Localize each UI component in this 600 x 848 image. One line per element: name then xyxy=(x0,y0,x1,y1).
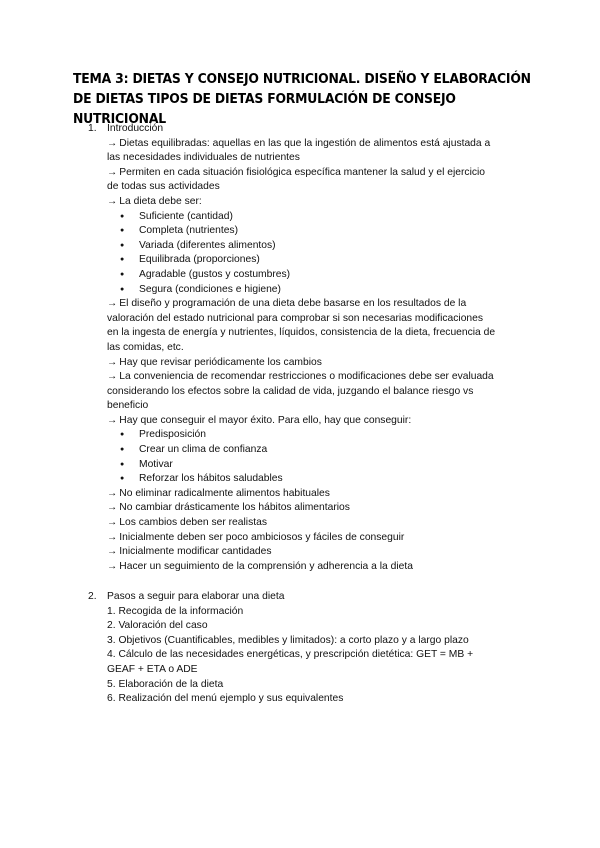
list-item: ● Predisposición xyxy=(115,428,527,443)
success-factors-list xyxy=(107,428,527,486)
paragraph-line: → Hacer un seguimiento de la comprensión y adherencia a la dieta xyxy=(107,560,413,572)
paragraph-line: considerando los efectos sobre la calidad de vida, juzgando el balance riesgo vs xyxy=(107,385,474,397)
list-item: ● Reforzar los hábitos saludables xyxy=(115,472,527,487)
paragraph-line: → No cambiar drásticamente los hábitos alimentarios xyxy=(107,502,350,514)
paragraph-line: → La dieta debe ser: xyxy=(107,195,202,207)
arrow-icon: → xyxy=(107,487,118,499)
step-item: 4. Cálculo de las necesidades energéticas, y prescripción dietética: GET = MB + xyxy=(107,649,474,661)
arrow-icon: → xyxy=(107,531,118,543)
paragraph-line: valoración del estado nutricional para comprobar si son necesarias modificaciones xyxy=(107,312,484,324)
list-item: ● Completa (nutrientes) xyxy=(115,224,527,239)
arrow-icon: → xyxy=(107,560,118,572)
diet-requirements-list xyxy=(107,210,527,298)
list-item: ● Crear un clima de confianza xyxy=(115,443,527,458)
arrow-icon: → xyxy=(107,502,118,514)
arrow-icon: → xyxy=(107,298,118,310)
list-item: ● Segura (condiciones e higiene) xyxy=(115,283,527,298)
list-item: ● Equilibrada (proporciones) xyxy=(115,253,527,268)
paragraph-line: de todas sus actividades xyxy=(107,181,220,193)
step-item: 5. Elaboración de la dieta xyxy=(107,678,224,690)
paragraph-line: → Dietas equilibradas: aquellas en las que la ingestión de alimentos está ajustada a xyxy=(107,137,491,149)
list-item: ● Motivar xyxy=(115,458,527,473)
paragraph-line: → Hay que conseguir el mayor éxito. Para ello, hay que conseguir: xyxy=(107,414,412,426)
step-item: GEAF + ETA o ADE xyxy=(107,663,198,675)
arrow-icon: → xyxy=(107,517,118,529)
paragraph-line: en la ingesta de energía y nutrientes, líquidos, consistencia de la dieta, frecuencia de xyxy=(107,327,496,339)
step-item: 2. Valoración del caso xyxy=(107,620,208,632)
list-item: ● Variada (diferentes alimentos) xyxy=(115,239,527,254)
section-body xyxy=(107,590,527,707)
section-number: 1. xyxy=(88,123,97,134)
paragraph-line: → Inicialmente deben ser poco ambiciosos y fáciles de conseguir xyxy=(107,531,405,543)
section-heading: Pasos a seguir para elaborar una dieta xyxy=(107,591,285,602)
paragraph-line: → El diseño y programación de una dieta debe basarse en los resultados de la xyxy=(107,298,467,310)
paragraph-line: → Los cambios deben ser realistas xyxy=(107,517,267,529)
list-item: ● Agradable (gustos y costumbres) xyxy=(115,268,527,283)
arrow-icon: → xyxy=(107,371,118,383)
section-number: 2. xyxy=(88,591,97,602)
paragraph-line: las comidas, etc. xyxy=(107,341,184,353)
step-item: 1. Recogida de la información xyxy=(107,605,244,617)
arrow-icon: → xyxy=(107,166,118,178)
list-item: ● Suficiente (cantidad) xyxy=(115,210,527,225)
arrow-icon: → xyxy=(107,546,118,558)
paragraph-line: → Hay que revisar periódicamente los cambios xyxy=(107,356,322,368)
step-item: 3. Objetivos (Cuantificables, medibles y limitados): a corto plazo y a largo plazo xyxy=(107,634,469,646)
document-title: TEMA 3: DIETAS Y CONSEJO NUTRICIONAL. DISEÑO Y ELABORACIÓN DE DIETAS TIPOS DE DIETAS FORMULACIÓN DE CONSEJO NUTRICIONAL xyxy=(73,70,531,127)
section-body xyxy=(107,122,527,574)
paragraph-line: las necesidades individuales de nutrientes xyxy=(107,152,300,164)
paragraph-line: → Permiten en cada situación fisiológica específica mantener la salud y el ejercicio xyxy=(107,166,486,178)
paragraph-line: → La conveniencia de recomendar restricciones o modificaciones debe ser evaluada xyxy=(107,371,494,383)
section-heading: Introducción xyxy=(107,123,164,134)
arrow-icon: → xyxy=(107,414,118,426)
arrow-icon: → xyxy=(107,195,118,207)
paragraph-line: → Inicialmente modificar cantidades xyxy=(107,546,272,558)
paragraph-line: → No eliminar radicalmente alimentos habituales xyxy=(107,487,330,499)
arrow-icon: → xyxy=(107,137,118,149)
arrow-icon: → xyxy=(107,356,118,368)
paragraph-line: beneficio xyxy=(107,400,149,412)
step-item: 6. Realización del menú ejemplo y sus equivalentes xyxy=(107,693,344,705)
